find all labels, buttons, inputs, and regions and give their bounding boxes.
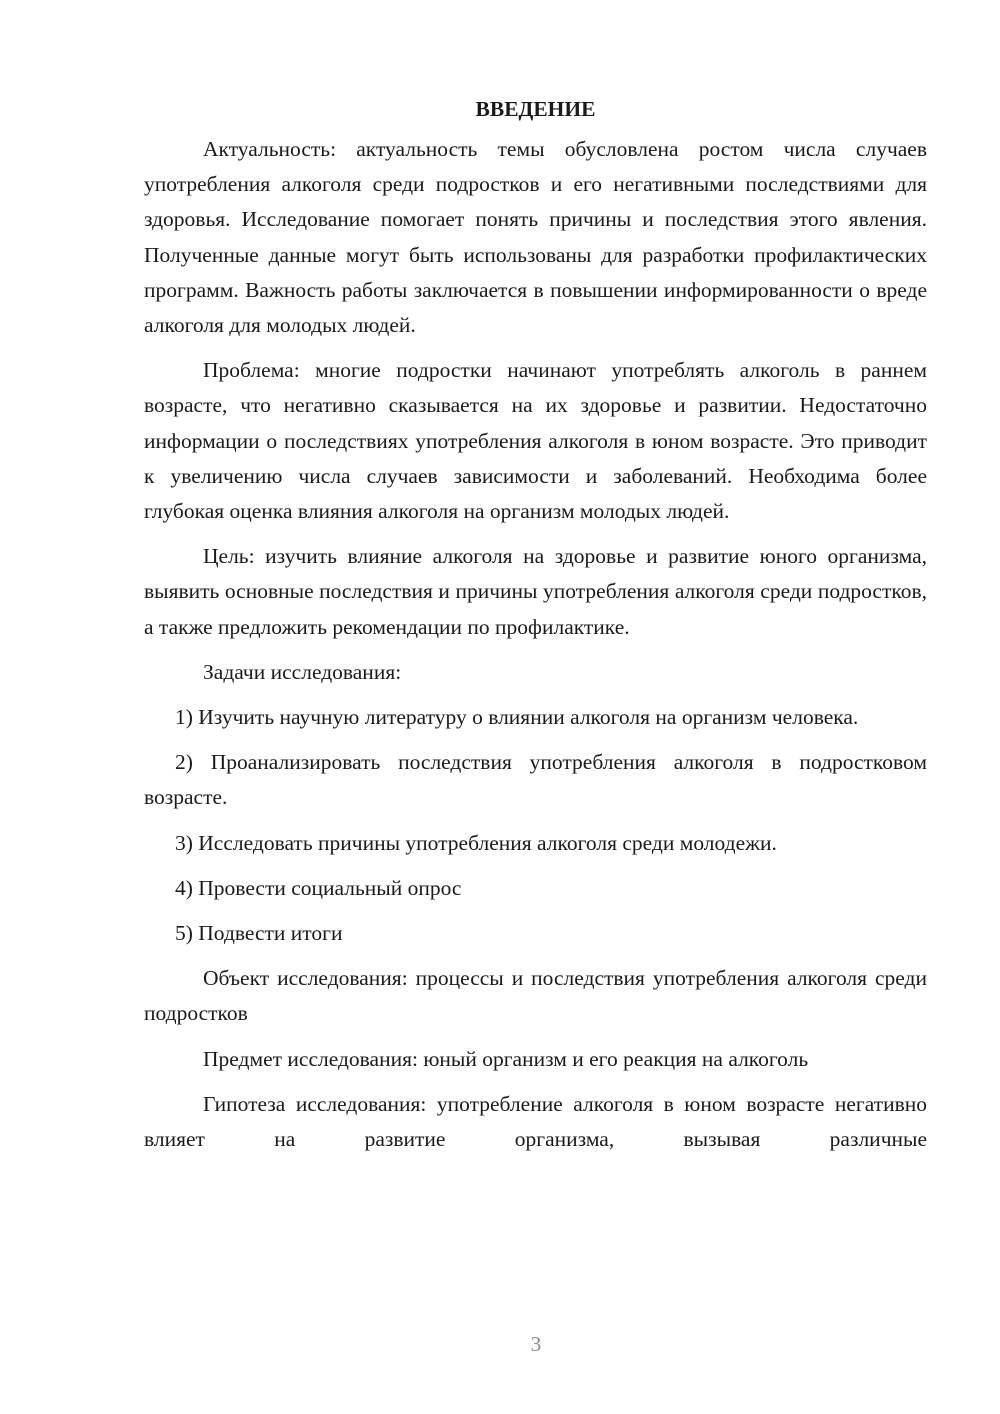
subject-paragraph: Предмет исследования: юный организм и его реакция на алкоголь <box>203 1046 809 1071</box>
hypothesis-paragraph: Гипотеза исследования: употребление алкоголя в юном возрасте негативно влияет на развитие организма, вызывая различные <box>144 1091 927 1152</box>
task-item-1: 1) Изучить научную литературу о влиянии алкоголя на организм человека. <box>175 705 859 730</box>
problem-paragraph: Проблема: многие подростки начинают употреблять алкоголь в раннем возрасте, что негативно сказывается на их здоровье и развитии. Недостаточно информации о последствиях употребления алкоголя в юном возрасте. Это приводит к увеличению числа случаев зависимости и заболеваний. Необходима более глубокая оценка влияния алкоголя на организм молодых людей. <box>144 358 927 524</box>
object-paragraph: Объект исследования: процессы и последствия употребления алкоголя среди подростков <box>144 966 927 1026</box>
task-item-5: 5) Подвести итоги <box>175 921 343 946</box>
task-item-4: 4) Провести социальный опрос <box>175 875 462 900</box>
page-number: 3 <box>530 1332 542 1356</box>
relevance-paragraph: Актуальность: актуальность темы обусловлена ростом числа случаев употребления алкоголя среди подростков и его негативными последствиями для здоровья. Исследование помогает понять причины и последствия этого явления. Полученные данные могут быть использованы для разработки профилактических программ. Важность работы заключается в повышении информированности о вреде алкоголя для молодых людей. <box>144 137 927 338</box>
task-item-2: 2) Проанализировать последствия употребления алкоголя в подростковом возрасте. <box>144 750 927 810</box>
tasks-heading: Задачи исследования: <box>203 659 402 684</box>
goal-paragraph: Цель: изучить влияние алкоголя на здоровье и развитие юного организма, выявить основные последствия и причины употребления алкоголя среди подростков, а также предложить рекомендации по профилактике. <box>144 544 927 639</box>
document-page <box>144 92 927 1157</box>
section-title: ВВЕДЕНИЕ <box>475 97 596 121</box>
task-item-3: 3) Исследовать причины употребления алкоголя среди молодежи. <box>175 830 777 855</box>
